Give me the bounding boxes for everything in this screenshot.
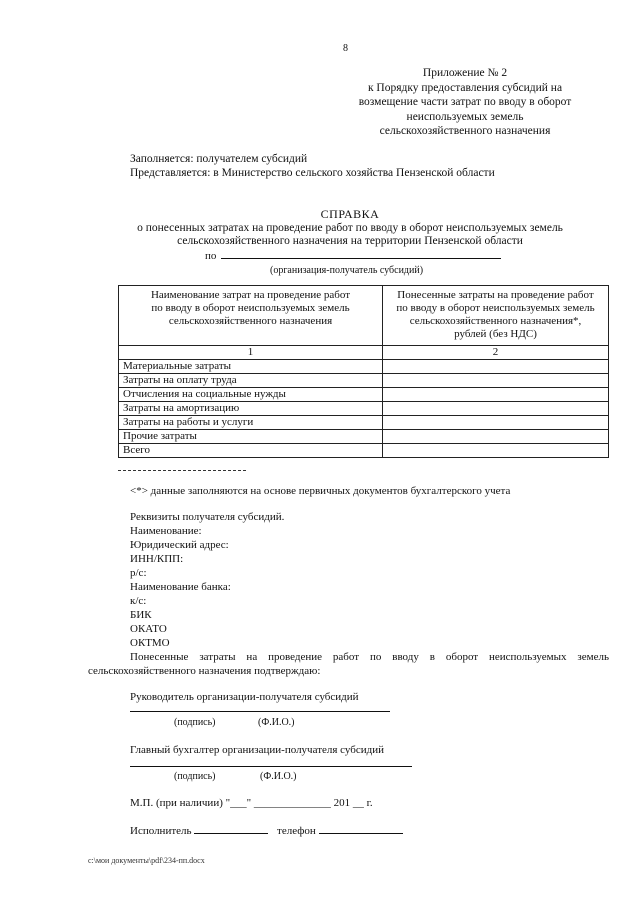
- table-row: [119, 388, 609, 402]
- appendix-line: Приложение № 2: [422, 67, 508, 79]
- table-row: [119, 444, 609, 458]
- requisite-field: БИК: [130, 609, 152, 621]
- cost-name: Прочие затраты: [119, 430, 383, 444]
- head-signature-line[interactable]: [130, 711, 390, 712]
- head-name-caption: (Ф.И.О.): [258, 717, 295, 728]
- column-number-row: [119, 346, 609, 360]
- header-col2-line: по вводу в оборот неиспользуемых земель: [396, 302, 595, 314]
- confirmation-line2: сельскохозяйственного назначения подтверждаю:: [88, 665, 321, 677]
- footnote: <*> данные заполняются на основе первичных документов бухгалтерского учета: [130, 485, 511, 497]
- accountant-name-caption: (Ф.И.О.): [260, 771, 297, 782]
- cost-value-cell[interactable]: [383, 374, 609, 388]
- accountant-label: Главный бухгалтер организации-получателя субсидий: [130, 744, 385, 756]
- appendix-line: неиспользуемых земель: [406, 110, 524, 123]
- requisites-heading: Реквизиты получателя субсидий.: [130, 511, 285, 523]
- requisite-field: ОКТМО: [130, 637, 170, 649]
- table-row: [119, 430, 609, 444]
- stamp-line: М.П. (при наличии) "___" ______________ 201 __ г.: [130, 797, 373, 809]
- table-row: [119, 374, 609, 388]
- appendix-line: к Порядку предоставления субсидий на: [367, 81, 563, 94]
- accountant-signature-caption: (подпись): [174, 771, 216, 782]
- org-line: [205, 248, 501, 263]
- table-row: [119, 360, 609, 374]
- cost-value-cell[interactable]: [383, 360, 609, 374]
- phone-field[interactable]: [319, 823, 403, 834]
- header-col1-line: Наименование затрат на проведение работ: [150, 289, 351, 301]
- cost-name: Материальные затраты: [119, 360, 383, 374]
- certificate-title: СПРАВКА: [320, 207, 380, 221]
- header-col2: [383, 286, 609, 346]
- requisite-field: к/с:: [130, 595, 147, 607]
- header-col2-line: рублей (без НДС): [454, 328, 537, 340]
- table-row: [119, 402, 609, 416]
- org-caption: (организация-получатель субсидий): [270, 265, 424, 276]
- header-col1-line: по вводу в оборот неиспользуемых земель: [151, 302, 350, 314]
- cost-name: Затраты на оплату труда: [119, 374, 383, 388]
- requisite-field: ИНН/КПП:: [130, 553, 184, 565]
- column-number: 2: [383, 346, 609, 360]
- appendix-block: [340, 66, 590, 139]
- cost-name: Затраты на амортизацию: [119, 402, 383, 416]
- head-label: Руководитель организации-получателя субсидий: [130, 691, 359, 703]
- requisite-field: Наименование:: [130, 525, 202, 537]
- cost-value-cell[interactable]: [383, 430, 609, 444]
- header-col2-line: сельскохозяйственного назначения*,: [409, 315, 582, 327]
- requisite-field: Наименование банка:: [130, 581, 231, 593]
- header-col2-line: Понесенные затраты на проведение работ: [397, 289, 594, 301]
- confirmation-line1: Понесенные затраты на проведение работ по вводу в оборот неиспользуемых земель: [130, 651, 609, 663]
- cost-name: Всего: [119, 444, 383, 458]
- filled-by: Заполняется: получателем субсидий: [130, 153, 308, 165]
- certificate-subtitle-line1: о понесенных затратах на проведение работ по вводу в оборот неиспользуемых земель: [137, 222, 563, 234]
- cost-value-cell[interactable]: [383, 402, 609, 416]
- cost-name: Затраты на работы и услуги: [119, 416, 383, 430]
- cost-name: Отчисления на социальные нужды: [119, 388, 383, 402]
- submitted-to: Представляется: в Министерство сельского хозяйства Пензенской области: [130, 167, 495, 179]
- executor-label: Исполнитель: [130, 825, 192, 837]
- by-label: по: [205, 250, 217, 262]
- header-col1: [119, 286, 383, 346]
- cost-value-cell[interactable]: [383, 388, 609, 402]
- table-row: [119, 416, 609, 430]
- appendix-line: сельскохозяйственного назначения: [379, 125, 551, 137]
- footnote-separator: [118, 470, 246, 471]
- appendix-line: возмещение части затрат по вводу в оборот: [358, 96, 572, 108]
- phone-label: телефон: [277, 825, 316, 837]
- column-number: 1: [119, 346, 383, 360]
- requisite-field: р/с:: [130, 567, 147, 579]
- requisite-field: ОКАТО: [130, 623, 167, 635]
- executor-field[interactable]: [194, 823, 268, 834]
- accountant-signature-line[interactable]: [130, 766, 412, 767]
- table-header-row: [119, 286, 609, 346]
- executor-line: [130, 823, 403, 838]
- certificate-subtitle-line2: сельскохозяйственного назначения на территории Пензенской области: [177, 235, 523, 247]
- footer-path: c:\мои документы\pdf\234-пп.docx: [88, 856, 205, 865]
- org-name-field[interactable]: [221, 248, 501, 259]
- page-number: 8: [343, 43, 348, 54]
- cost-value-cell[interactable]: [383, 444, 609, 458]
- requisite-field: Юридический адрес:: [130, 539, 229, 551]
- cost-value-cell[interactable]: [383, 416, 609, 430]
- costs-table: [118, 285, 609, 458]
- head-signature-caption: (подпись): [174, 717, 216, 728]
- header-col1-line: сельскохозяйственного назначения: [168, 315, 333, 327]
